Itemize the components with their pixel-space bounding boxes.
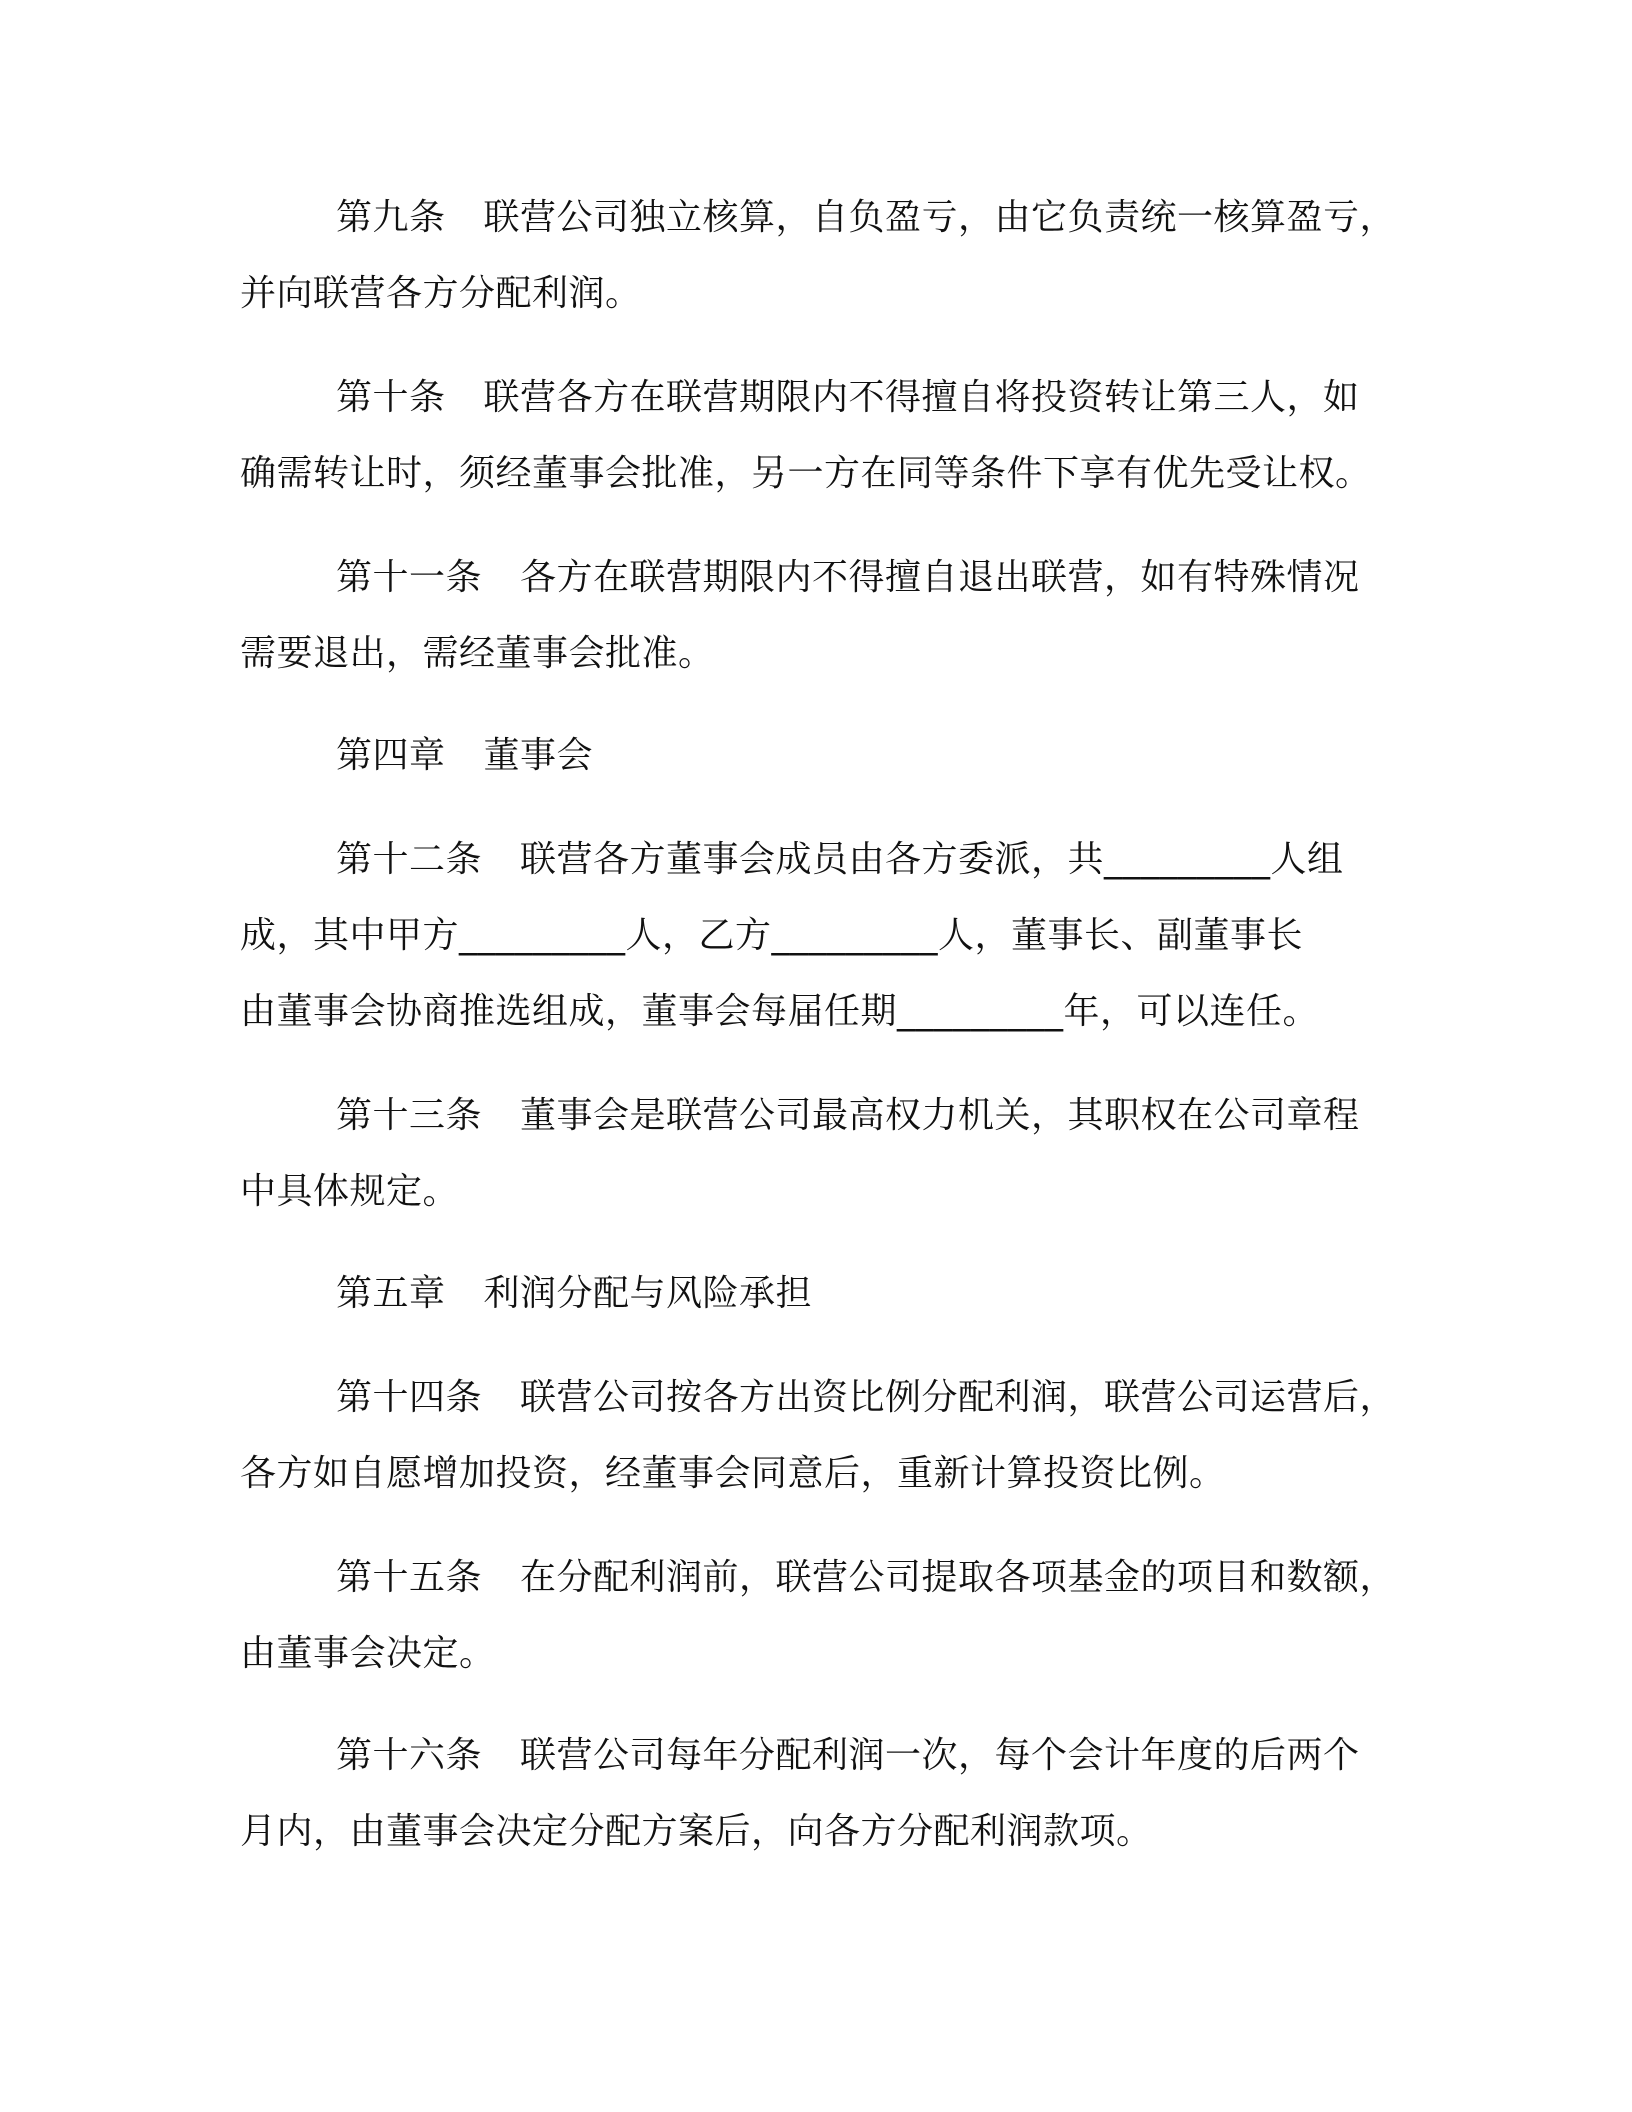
article-heading: 第十一条 (336, 557, 483, 598)
article-text: 由董事会决定。 (240, 1633, 496, 1674)
article-text: 在分配利润前，联营公司提取各项基金的项目和数额， (520, 1557, 1397, 1598)
article-text: 确需转让时，须经董事会批准，另一方在同等条件下享有优先受让权。 (240, 453, 1372, 494)
article-heading: 第九条 (336, 197, 446, 238)
article-text: 联营各方在联营期限内不得擅自将投资转让第三人，如 (483, 377, 1360, 418)
article-15 (240, 1540, 1400, 1692)
article-text: 联营公司按各方出资比例分配利润，联营公司运营后， (520, 1377, 1397, 1418)
article-text: 联营公司每年分配利润一次，每个会计年度的后两个 (520, 1735, 1360, 1776)
article-text: 董事会是联营公司最高权力机关，其职权在公司章程 (520, 1095, 1360, 1136)
article-heading: 第十二条 (336, 839, 483, 880)
article-14 (240, 1360, 1400, 1512)
chapter-4-heading (240, 718, 1400, 794)
article-text: 月内，由董事会决定分配方案后，向各方分配利润款项。 (240, 1811, 1153, 1852)
article-9 (240, 180, 1400, 332)
article-10 (240, 360, 1400, 512)
chapter-5-heading (240, 1256, 1400, 1332)
chapter-number: 第五章 (336, 1273, 446, 1314)
article-text: 联营各方董事会成员由各方委派，共_________人组 (520, 839, 1344, 880)
article-text: 各方如自愿增加投资，经董事会同意后，重新计算投资比例。 (240, 1453, 1226, 1494)
article-text: 各方在联营期限内不得擅自退出联营，如有特殊情况 (520, 557, 1360, 598)
article-text: 由董事会协商推选组成，董事会每届任期_________年，可以连任。 (240, 991, 1320, 1032)
article-12 (240, 822, 1400, 1050)
article-heading: 第十五条 (336, 1557, 483, 1598)
article-heading: 第十三条 (336, 1095, 483, 1136)
article-text: 并向联营各方分配利润。 (240, 273, 642, 314)
article-text: 成，其中甲方_________人，乙方_________人，董事长、副董事长 (240, 915, 1304, 956)
article-heading: 第十四条 (336, 1377, 483, 1418)
chapter-number: 第四章 (336, 735, 446, 776)
chapter-title: 董事会 (483, 735, 594, 776)
article-heading: 第十六条 (336, 1735, 483, 1776)
article-text: 联营公司独立核算，自负盈亏，由它负责统一核算盈亏， (483, 197, 1397, 238)
chapter-title: 利润分配与风险承担 (483, 1273, 813, 1314)
article-11 (240, 540, 1400, 692)
article-heading: 第十条 (336, 377, 446, 418)
article-text: 中具体规定。 (240, 1171, 460, 1212)
article-text: 需要退出，需经董事会批准。 (240, 633, 715, 674)
article-13 (240, 1078, 1400, 1230)
article-16 (240, 1718, 1400, 1870)
